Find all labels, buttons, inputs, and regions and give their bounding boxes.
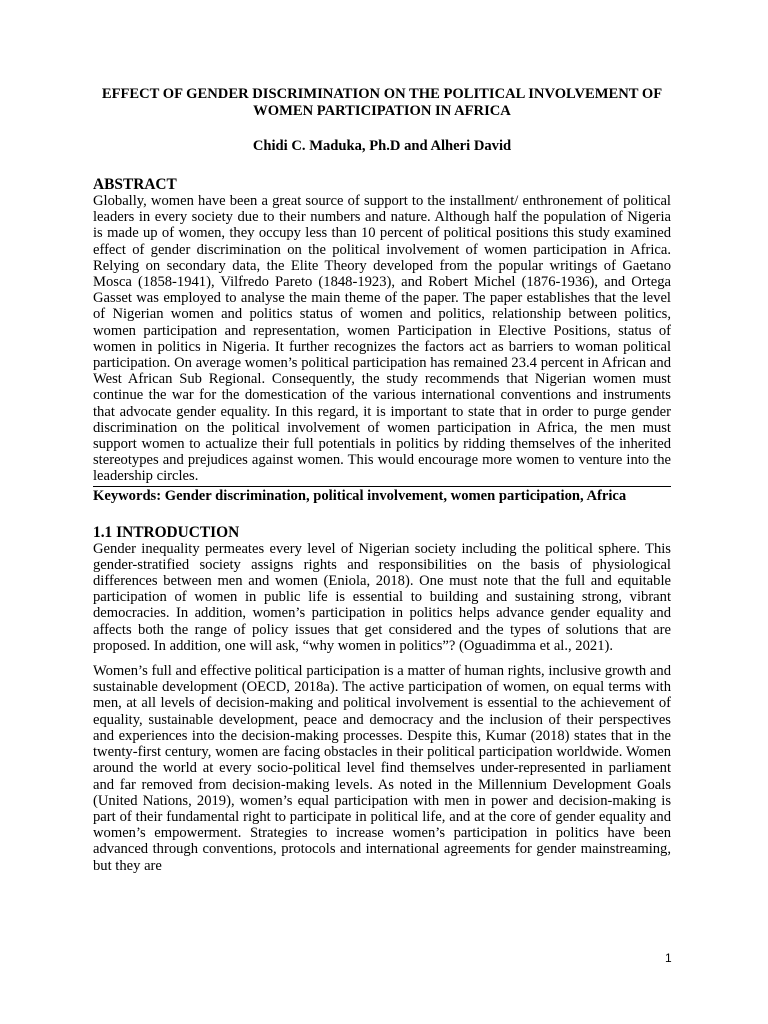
- abstract-heading: ABSTRACT: [93, 176, 177, 193]
- page-number: 1: [665, 951, 672, 965]
- keywords-line: Keywords: Gender discrimination, political involvement, women participation, Africa: [93, 487, 627, 504]
- document-page: [93, 86, 671, 874]
- introduction-section: [93, 524, 671, 874]
- paper-title: EFFECT OF GENDER DISCRIMINATION ON THE POLITICAL INVOLVEMENT OF WOMEN PARTICIPATION IN AFRICA: [101, 86, 663, 119]
- introduction-heading: 1.1 INTRODUCTION: [93, 523, 240, 541]
- paper-authors: Chidi C. Maduka, Ph.D and Alheri David: [252, 138, 512, 154]
- abstract-body: Globally, women have been a great source of support to the installment/ enthronement of political leaders in every society due to their numbers and nature. Although half the population of Nigeria is made up of women, they occupy less than 10 percent of political positions this study examined effect of gender discrimination on the political involvement of women participation in Africa. Relying on secondary data, the Elite Theory developed from the popular writings of Gaetano Mosca (1858-1941), Vilfredo Pareto (1848-1923), and Robert Michel (1876-1936), and Ortega Gasset was employed to analyse the main theme of the paper. The paper establishes that the level of Nigerian women and politics status of women and politics, relationship between politics, women participation and representation, women Participation in Elective Positions, status of women in politics in Nigeria. It further recognizes the factors act as barriers to woman political participation. On average women’s political participation has remained 23.4 percent in African and West African Sub Regional. Consequently, the study recommends that Nigerian women must continue the war for the domestication of the various international conventions and instruments that advocate gender equality. In this regard, it is important to state that in order to purge gender discrimination on the political involvement of women participation in Africa, the men must support women to actualize their full potentials in politics by ridding themselves of the inherited stereotypes and prejudices against women. This would encourage more women to venture into the leadership circles.: [93, 193, 671, 487]
- introduction-paragraph-1: Gender inequality permeates every level of Nigerian society including the political sphere. This gender-stratified society assigns rights and responsibilities on the basis of physiological differences between men and women (Eniola, 2018). One must note that the full and equitable participation of women in public life is essential to building and sustaining strong, vibrant democracies. In addition, women’s participation in politics helps advance gender equality and affects both the range of policy issues that get considered and the types of solutions that are proposed. In addition, one will ask, “why women in politics”? (Oguadimma et al., 2021).: [93, 540, 671, 654]
- abstract-section: [93, 176, 671, 505]
- introduction-paragraph-2: Women’s full and effective political participation is a matter of human rights, inclusive growth and sustainable development (OECD, 2018a). The active participation of women, on equal terms with men, at all levels of decision-making and political involvement is essential to the achievement of equality, sustainable development, peace and democracy and the inclusion of their perspectives and experiences into the decision-making processes. Despite this, Kumar (2018) states that in the twenty-first century, women are facing obstacles in their political participation worldwide. Women around the world at every socio-political level find themselves under-represented in parliament and far removed from decision-making levels. As noted in the Millennium Development Goals (United Nations, 2019), women’s equal participation with men in power and decision-making is part of their fundamental right to participate in political life, and at the core of gender equality and women’s empowerment. Strategies to increase women’s participation in politics have been advanced through conventions, protocols and international agreements for gender mainstreaming, but they are: [93, 663, 671, 874]
